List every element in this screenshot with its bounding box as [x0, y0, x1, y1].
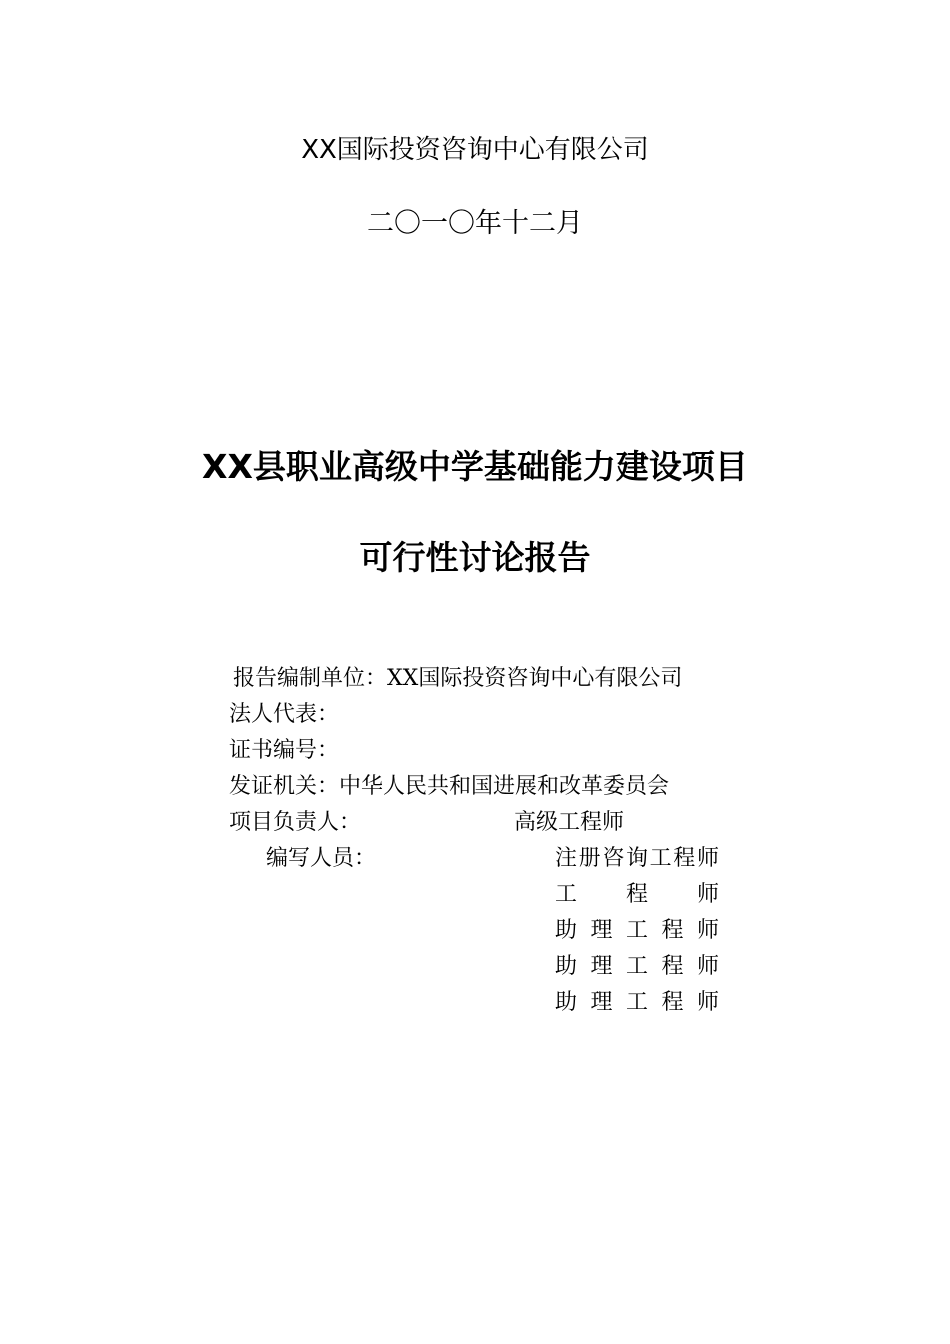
- company-name: XX国际投资咨询中心有限公司: [301, 135, 649, 165]
- unit-value: XX国际投资咨询中心有限公司: [387, 666, 683, 691]
- leader-row: [0, 808, 950, 838]
- writers-label: 编写人员：: [266, 846, 377, 871]
- writer-title: [555, 880, 719, 910]
- char: 册: [578, 846, 601, 871]
- report-subtitle: 可行性讨论报告: [359, 538, 591, 577]
- issuer-row: [229, 772, 669, 802]
- char: 理: [590, 990, 613, 1015]
- writer-row: [0, 880, 950, 910]
- char: 询: [625, 846, 648, 871]
- writers-row: [0, 844, 950, 874]
- char: 工: [555, 882, 578, 907]
- writer-row: [0, 988, 950, 1018]
- unit-row: [233, 664, 682, 694]
- char: 理: [590, 918, 613, 943]
- writer-row: [0, 916, 950, 946]
- cert-no-label: 证书编号：: [229, 738, 340, 763]
- char: 咨: [602, 846, 625, 871]
- char: 助: [555, 954, 578, 979]
- unit-label: 报告编制单位：: [233, 666, 388, 691]
- char: 理: [590, 954, 613, 979]
- char: 师: [696, 882, 719, 907]
- writer-title: [555, 916, 719, 946]
- char: 注: [555, 846, 578, 871]
- char: 工: [625, 918, 648, 943]
- issuer-label: 发证机关：: [229, 774, 340, 799]
- char: 助: [555, 990, 578, 1015]
- char: 程: [625, 882, 648, 907]
- char: 工: [649, 846, 672, 871]
- leader-label: 项目负责人：: [229, 810, 362, 835]
- leader-title: 高级工程师: [514, 810, 625, 835]
- char: 师: [696, 918, 719, 943]
- report-title: XX县职业高级中学基础能力建设项目: [202, 447, 748, 486]
- char: 程: [673, 846, 696, 871]
- char: 师: [696, 990, 719, 1015]
- writer-title: [555, 952, 719, 982]
- report-date: 二〇一〇年十二月: [367, 208, 583, 239]
- issuer-value: 中华人民共和国进展和改革委员会: [339, 774, 670, 799]
- writer-title: [555, 844, 719, 874]
- char: 师: [696, 954, 719, 979]
- legal-rep-label: 法人代表：: [229, 702, 340, 727]
- char: 工: [625, 954, 648, 979]
- char: 助: [555, 918, 578, 943]
- writer-title: [555, 988, 719, 1018]
- char: 程: [661, 954, 684, 979]
- char: 程: [661, 918, 684, 943]
- writer-row: [0, 952, 950, 982]
- char: 师: [696, 846, 719, 871]
- char: 程: [661, 990, 684, 1015]
- char: 工: [625, 990, 648, 1015]
